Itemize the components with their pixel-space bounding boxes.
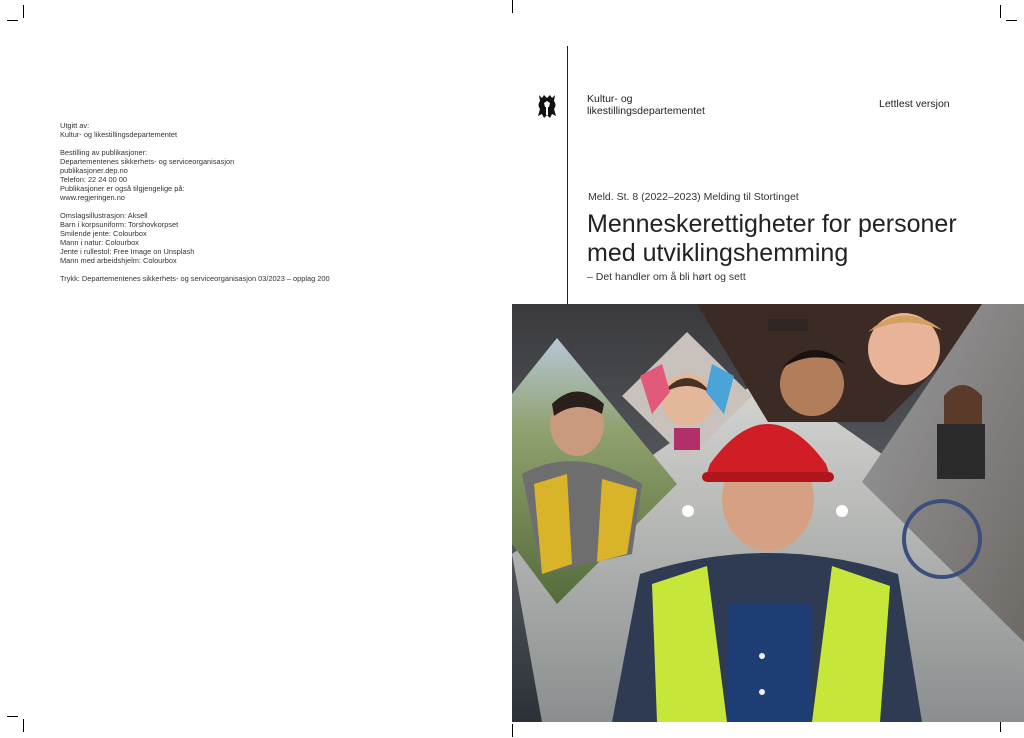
order-label: Bestilling av publikasjoner: — [60, 148, 148, 157]
crop-mark — [512, 0, 513, 13]
published-label: Utgitt av: — [60, 121, 90, 130]
credit-line: Smilende jente: Colourbox — [60, 229, 147, 238]
credit-line: Mann med arbeidshjelm: Colourbox — [60, 256, 177, 265]
website: www.regjeringen.no — [60, 193, 125, 202]
document-subtitle: – Det handler om å bli hørt og sett — [587, 271, 746, 283]
order-web: publikasjoner.dep.no — [60, 166, 128, 175]
vertical-rule — [567, 46, 568, 328]
crop-mark — [1006, 20, 1017, 21]
crop-mark — [23, 5, 24, 18]
print-block — [60, 274, 480, 283]
department-line-1: Kultur- og — [587, 93, 633, 105]
order-org: Departementenes sikkerhets- og serviceorganisasjon — [60, 157, 235, 166]
title-line-1: Menneskerettigheter for personer — [587, 210, 957, 238]
crop-mark — [7, 716, 18, 717]
credit-line: Jente i rullestol: Free Image on Unsplash — [60, 247, 195, 256]
publisher-name: Kultur- og likestillingsdepartementet — [60, 130, 178, 139]
document-title — [587, 210, 1007, 268]
credit-line: Barn i korpsuniform: Torshovkorpset — [60, 220, 179, 229]
series-info: Meld. St. 8 (2022–2023) Melding til Stortinget — [588, 191, 799, 203]
crop-mark — [23, 719, 24, 732]
crop-mark — [7, 20, 18, 21]
credit-line: Mann i natur: Colourbox — [60, 238, 139, 247]
collage-photo — [512, 304, 1024, 722]
easy-read-label: Lettlest versjon — [879, 98, 950, 110]
norwegian-lion-crest-icon — [535, 92, 559, 120]
print-info: Trykk: Departementenes sikkerhets- og serviceorganisasjon 03/2023 – opplag 200 — [60, 274, 330, 283]
department-line-2: likestillingsdepartementet — [587, 105, 705, 117]
credits-block — [60, 211, 480, 265]
phone: Telefon: 22 24 00 00 — [60, 175, 127, 184]
title-line-2: med utviklingshemming — [587, 239, 849, 267]
credit-line: Omslagsillustrasjon: Aksell — [60, 211, 148, 220]
order-block — [60, 148, 480, 202]
publisher-block — [60, 121, 480, 139]
crop-mark — [1000, 5, 1001, 18]
available-note: Publikasjoner er også tilgjengelige på: — [60, 184, 185, 193]
crop-mark — [512, 724, 513, 737]
colophon — [60, 121, 480, 292]
department-name — [587, 93, 705, 117]
